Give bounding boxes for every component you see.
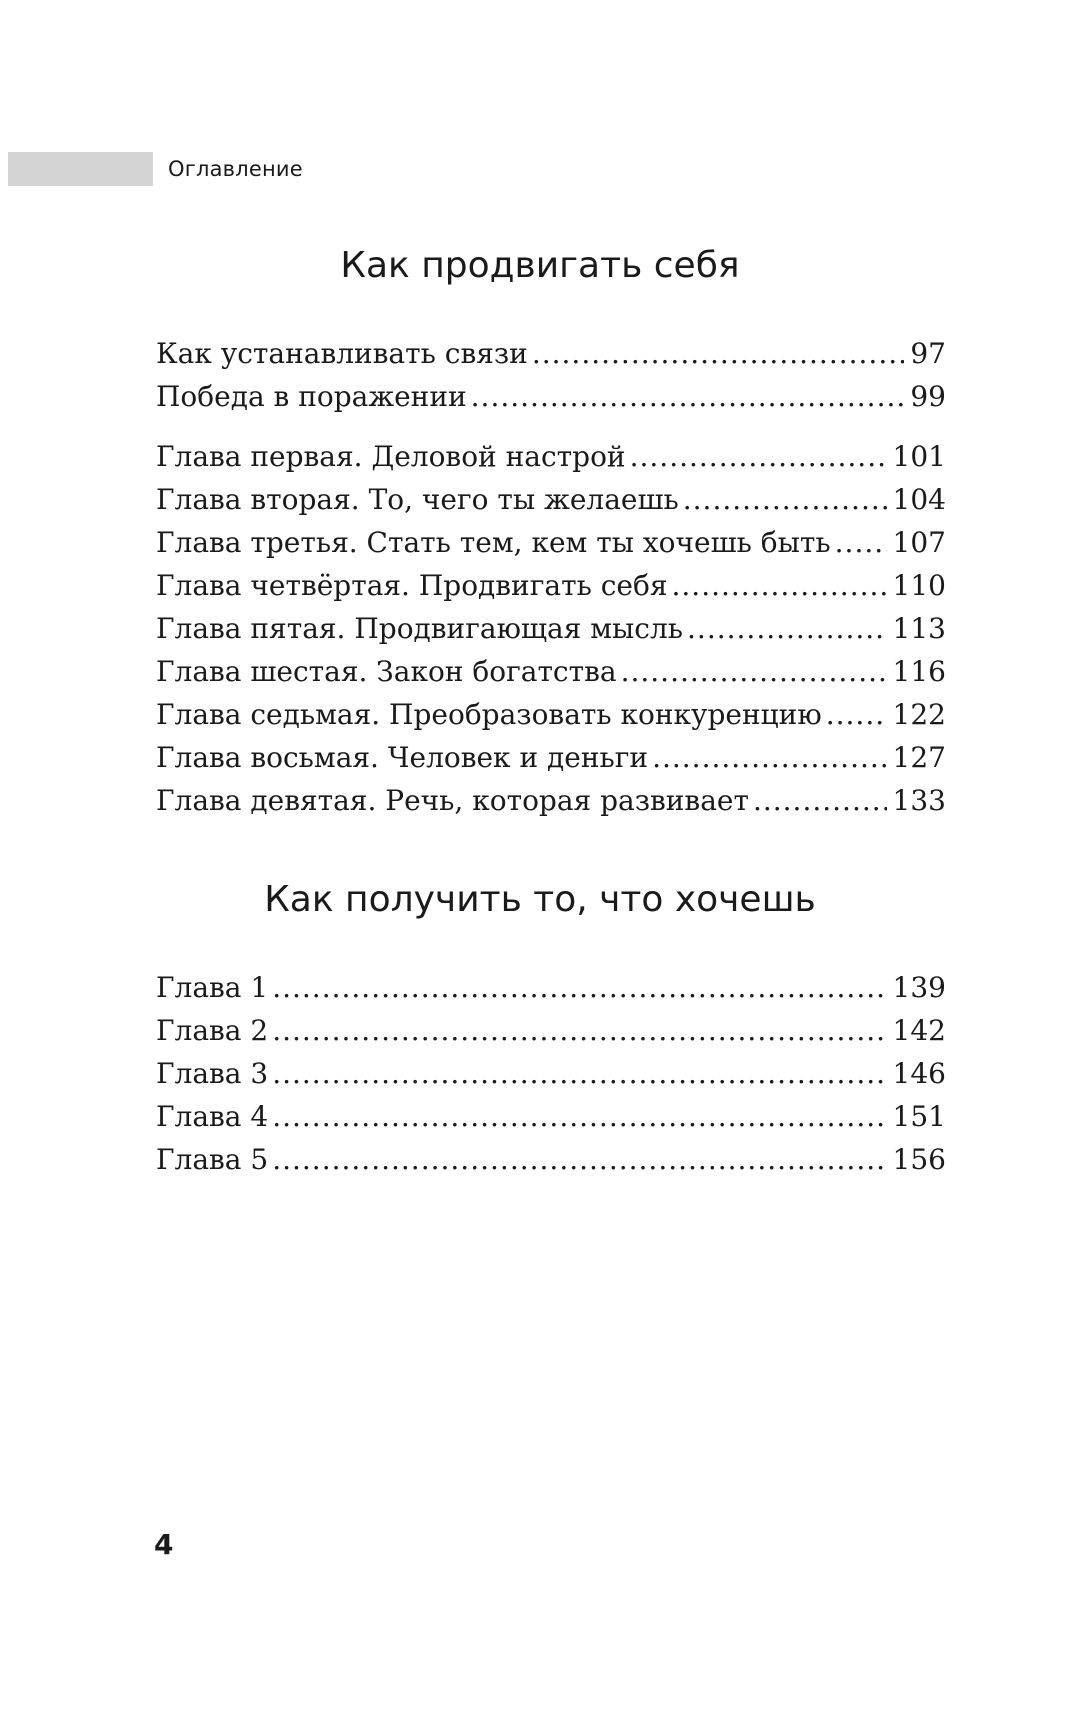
section-title-2: Как получить то, что хочешь bbox=[264, 879, 816, 920]
dot-leader bbox=[272, 966, 886, 1009]
toc-entry[interactable] bbox=[156, 779, 946, 822]
toc-entry-title: Глава 1 bbox=[156, 971, 269, 1004]
toc-entry-page: 107 bbox=[892, 526, 946, 559]
dot-leader bbox=[753, 779, 887, 822]
toc-entry-page: 110 bbox=[892, 569, 946, 602]
toc-entry-title: Глава третья. Стать тем, кем ты хочешь быть bbox=[156, 526, 831, 559]
toc-entry-title: Глава 2 bbox=[156, 1014, 269, 1047]
toc-entry-title: Глава девятая. Речь, которая развивает bbox=[156, 784, 749, 817]
toc-entry[interactable] bbox=[156, 966, 946, 1009]
toc-entry[interactable] bbox=[156, 332, 946, 375]
dot-leader bbox=[652, 736, 886, 779]
toc-section-2 bbox=[156, 966, 946, 1181]
toc-entry-title: Глава восьмая. Человек и деньги bbox=[156, 741, 649, 774]
dot-leader bbox=[672, 564, 887, 607]
toc-entry-title: Глава вторая. То, чего ты желаешь bbox=[156, 483, 679, 516]
toc-entry[interactable] bbox=[156, 1095, 946, 1138]
toc-entry-title: Глава четвёртая. Продвигать себя bbox=[156, 569, 668, 602]
dot-leader bbox=[471, 375, 905, 418]
toc-entry[interactable] bbox=[156, 1138, 946, 1181]
toc-entry-page: 127 bbox=[892, 741, 946, 774]
toc-entry[interactable] bbox=[156, 564, 946, 607]
toc-entry[interactable] bbox=[156, 1052, 946, 1095]
toc-entry-page: 101 bbox=[892, 440, 946, 473]
dot-leader bbox=[272, 1052, 886, 1095]
dot-leader bbox=[835, 521, 887, 564]
toc-entry-title: Глава 3 bbox=[156, 1057, 269, 1090]
toc-entry-title: Глава пятая. Продвигающая мысль bbox=[156, 612, 684, 645]
toc-entry[interactable] bbox=[156, 521, 946, 564]
toc-entry-title: Глава 4 bbox=[156, 1100, 269, 1133]
dot-leader bbox=[621, 650, 887, 693]
toc-entry[interactable] bbox=[156, 435, 946, 478]
header-bar bbox=[8, 152, 153, 186]
spacer bbox=[156, 418, 946, 435]
dot-leader bbox=[630, 435, 887, 478]
dot-leader bbox=[687, 607, 887, 650]
toc-entry-page: 122 bbox=[892, 698, 946, 731]
toc-entry-page: 139 bbox=[892, 971, 946, 1004]
dot-leader bbox=[272, 1095, 886, 1138]
toc-entry[interactable] bbox=[156, 736, 946, 779]
toc-entry-page: 104 bbox=[892, 483, 946, 516]
dot-leader bbox=[272, 1138, 886, 1181]
toc-entry-page: 97 bbox=[910, 337, 946, 370]
section-title-1: Как продвигать себя bbox=[340, 245, 740, 286]
toc-entry-page: 142 bbox=[892, 1014, 946, 1047]
toc-entry[interactable] bbox=[156, 375, 946, 418]
dot-leader bbox=[826, 693, 887, 736]
toc-entry[interactable] bbox=[156, 650, 946, 693]
toc-section-1 bbox=[156, 332, 946, 822]
toc-entry-title: Глава шестая. Закон богатства bbox=[156, 655, 617, 688]
toc-entry-page: 133 bbox=[892, 784, 946, 817]
toc-entry[interactable] bbox=[156, 607, 946, 650]
toc-entry-page: 99 bbox=[910, 380, 946, 413]
toc-entry-title: Глава 5 bbox=[156, 1143, 269, 1176]
toc-entry[interactable] bbox=[156, 693, 946, 736]
dot-leader bbox=[532, 332, 905, 375]
toc-entry-title: Как устанавливать связи bbox=[156, 337, 528, 370]
toc-entry-page: 146 bbox=[892, 1057, 946, 1090]
toc-entry-page: 151 bbox=[892, 1100, 946, 1133]
dot-leader bbox=[272, 1009, 886, 1052]
toc-entry-title: Победа в поражении bbox=[156, 380, 467, 413]
page-number: 4 bbox=[154, 1528, 174, 1561]
toc-entry-title: Глава седьмая. Преобразовать конкуренцию bbox=[156, 698, 822, 731]
dot-leader bbox=[683, 478, 887, 521]
running-header: Оглавление bbox=[168, 157, 303, 181]
toc-entry[interactable] bbox=[156, 478, 946, 521]
toc-entry-title: Глава первая. Деловой настрой bbox=[156, 440, 626, 473]
toc-entry[interactable] bbox=[156, 1009, 946, 1052]
toc-entry-page: 113 bbox=[892, 612, 946, 645]
toc-entry-page: 116 bbox=[892, 655, 946, 688]
toc-entry-page: 156 bbox=[892, 1143, 946, 1176]
